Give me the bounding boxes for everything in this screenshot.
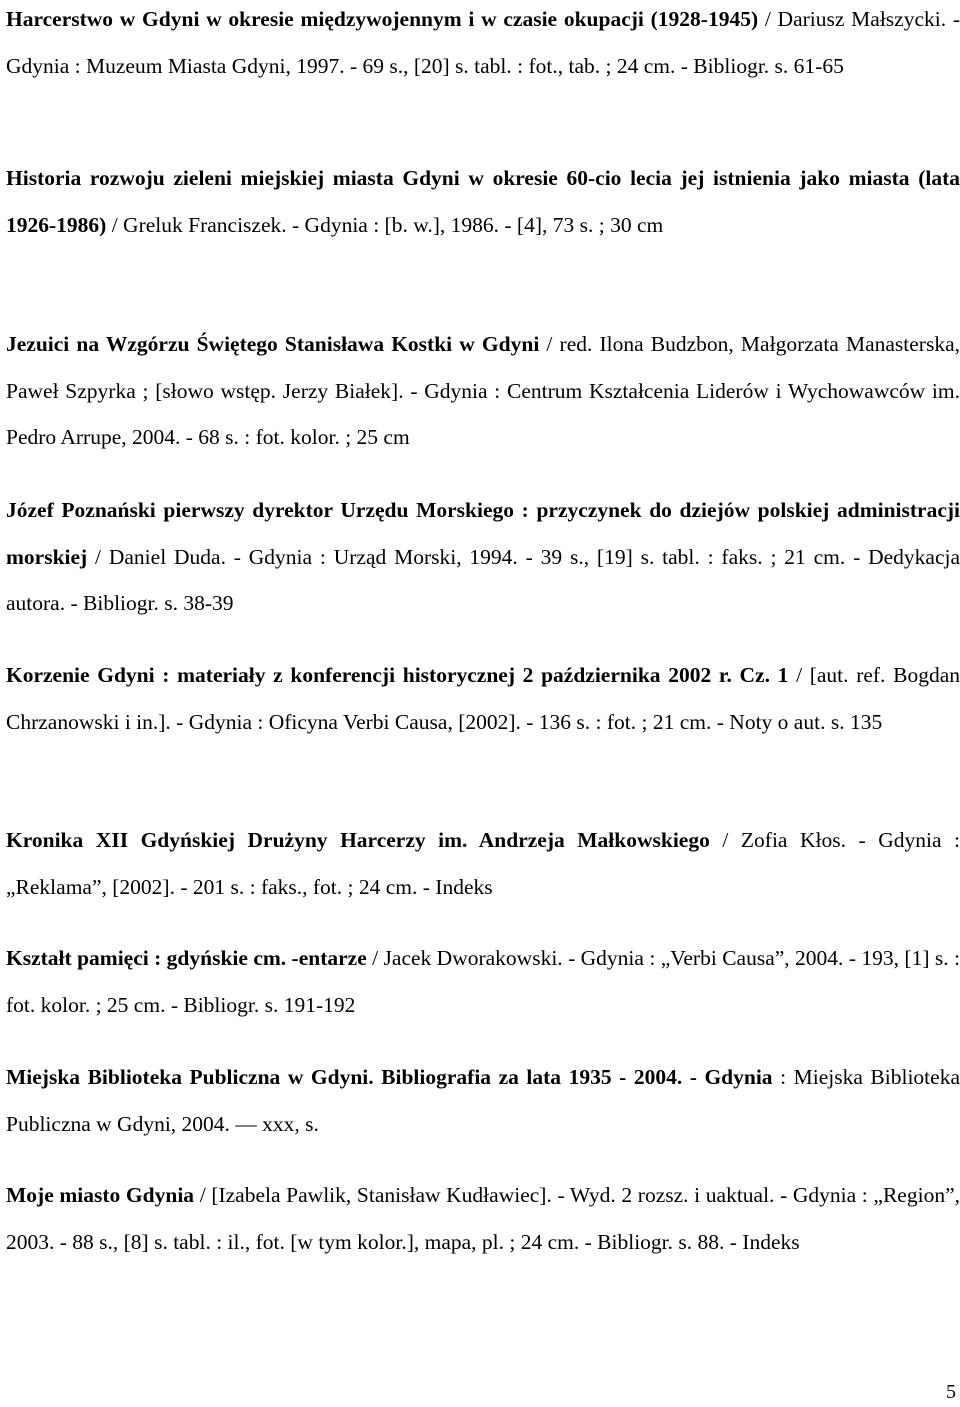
entry-details: / [aut. ref. Bogdan Chrzanowski i in.]. - Gdynia : Oficyna Verbi Causa, [2002]. - 136 s. : fot. ; 21 cm. - Noty o aut. s. 135 bbox=[6, 663, 960, 734]
entry-details: / [Izabela Pawlik, Stanisław Kudławiec]. - Wyd. 2 rozsz. i uaktual. - Gdynia : „Region”, 2003. - 88 s., [8] s. tabl. : il., fot. [w tym kolor.], mapa, pl. ; 24 cm. - Bibliogr. s. 88. - Indeks bbox=[6, 1183, 960, 1254]
bibliography-entry bbox=[6, 935, 960, 1028]
bibliography-entry bbox=[6, 1172, 960, 1265]
entry-title: Harcerstwo w Gdyni w okresie międzywojennym i w czasie okupacji (1928-1945) bbox=[6, 7, 759, 31]
entry-details: / Daniel Duda. - Gdynia : Urząd Morski, 1994. - 39 s., [19] s. tabl. : faks. ; 21 cm. - Dedykacja autora. - Bibliogr. s. 38-39 bbox=[6, 544, 960, 615]
bibliography-entry bbox=[6, 155, 960, 248]
bibliography-entry bbox=[6, 487, 960, 627]
bibliography-entry bbox=[6, 0, 960, 89]
bibliography-entry bbox=[6, 1054, 960, 1147]
entry-title: Kształt pamięci : gdyńskie cm. -entarze bbox=[6, 946, 367, 970]
entry-details: / Zofia Kłos. - Gdynia : „Reklama”, [2002]. - 201 s. : faks., fot. ; 24 cm. - Indeks bbox=[6, 828, 960, 899]
entry-details: / Dariusz Małszycki. - Gdynia : Muzeum Miasta Gdyni, 1997. - 69 s., [20] s. tabl. : fot., tab. ; 24 cm. - Bibliogr. s. 61-65 bbox=[6, 7, 960, 78]
entry-title: Moje miasto Gdynia bbox=[6, 1183, 195, 1207]
entry-title: Jezuici na Wzgórzu Świętego Stanisława Kostki w Gdyni bbox=[6, 332, 540, 356]
entry-title: Józef Poznański pierwszy dyrektor Urzędu Morskiego : przyczynek do dziejów polskiej administracji morskiej bbox=[6, 498, 960, 569]
entry-title: Korzenie Gdyni : materiały z konferencji historycznej 2 października 2002 r. Cz. 1 bbox=[6, 663, 789, 687]
entry-details: : Miejska Biblioteka Publiczna w Gdyni, 2004. — xxx, s. bbox=[6, 1065, 960, 1136]
bibliography-entry bbox=[6, 817, 960, 910]
entry-details: / red. Ilona Budzbon, Małgorzata Manasterska, Paweł Szpyrka ; [słowo wstęp. Jerzy Białek]. - Gdynia : Centrum Kształcenia Liderów i Wychowawców im. Pedro Arrupe, 2004. - 68 s. : fot. kolor. ; 25 cm bbox=[6, 332, 960, 449]
entry-title: Kronika XII Gdyńskiej Drużyny Harcerzy im. Andrzeja Małkowskiego bbox=[6, 828, 710, 852]
bibliography-entry bbox=[6, 321, 960, 461]
bibliography-entry bbox=[6, 652, 960, 745]
entry-title: Miejska Biblioteka Publiczna w Gdyni. Bibliografia za lata 1935 - 2004. - Gdynia bbox=[6, 1065, 773, 1089]
page-number: 5 bbox=[946, 1381, 956, 1403]
entry-details: / Jacek Dworakowski. - Gdynia : „Verbi Causa”, 2004. - 193, [1] s. : fot. kolor. ; 25 cm. - Bibliogr. s. 191-192 bbox=[6, 946, 960, 1017]
entry-title: Historia rozwoju zieleni miejskiej miasta Gdyni w okresie 60-cio lecia jej istnienia jako miasta (lata 1926-1986) bbox=[6, 166, 960, 237]
entry-details: / Greluk Franciszek. - Gdynia : [b. w.], 1986. - [4], 73 s. ; 30 cm bbox=[106, 212, 664, 237]
